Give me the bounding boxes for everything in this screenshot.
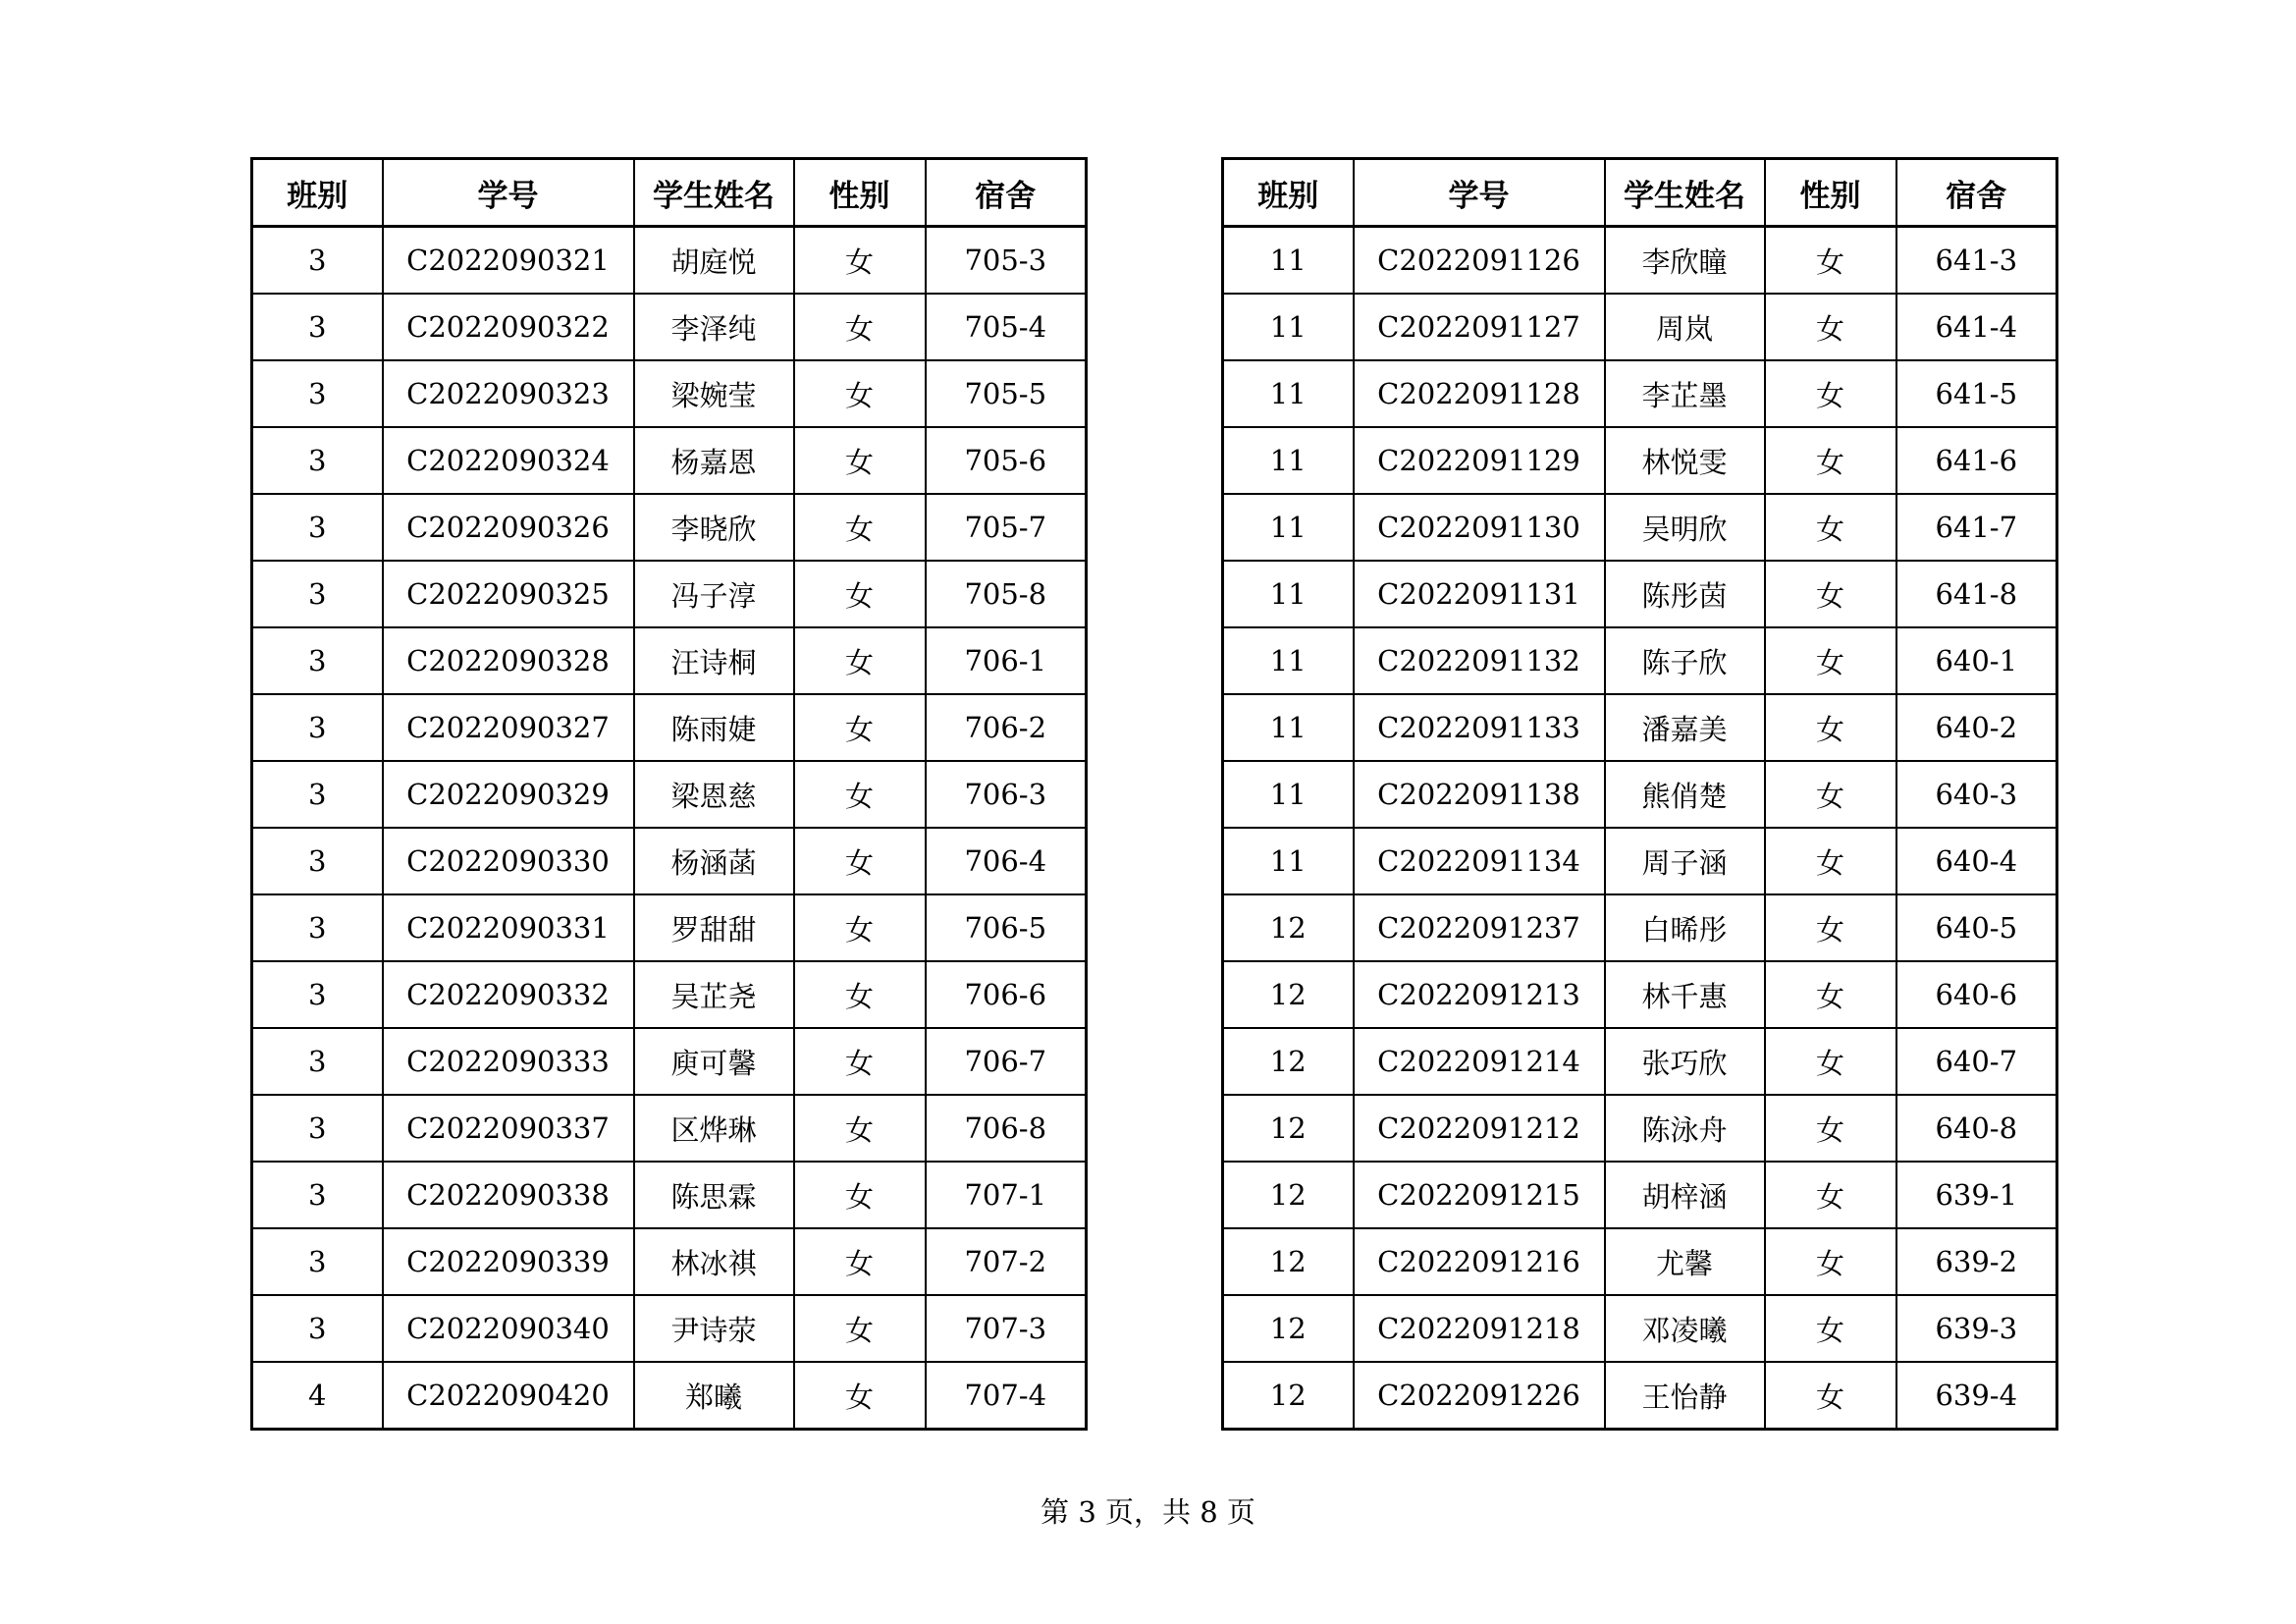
cell-gender: 女: [1765, 427, 1896, 494]
cell-class: 3: [252, 1295, 383, 1362]
table-row: [252, 828, 1087, 894]
cell-student-id: C2022090338: [383, 1162, 634, 1228]
cell-student-id: C2022091132: [1354, 627, 1605, 694]
cell-name: 杨涵菡: [634, 828, 794, 894]
cell-dorm: 640-5: [1896, 894, 2057, 961]
cell-class: 3: [252, 1228, 383, 1295]
cell-class: 3: [252, 961, 383, 1028]
cell-class: 4: [252, 1362, 383, 1430]
cell-name: 潘嘉美: [1605, 694, 1765, 761]
cell-student-id: C2022090326: [383, 494, 634, 561]
cell-class: 3: [252, 360, 383, 427]
cell-student-id: C2022090328: [383, 627, 634, 694]
roster-body-left: [252, 227, 1087, 1430]
cell-name: 吴明欣: [1605, 494, 1765, 561]
table-row: [1223, 1362, 2057, 1430]
cell-name: 李晓欣: [634, 494, 794, 561]
table-row: [1223, 294, 2057, 360]
cell-dorm: 706-1: [926, 627, 1087, 694]
cell-dorm: 706-4: [926, 828, 1087, 894]
table-row: [1223, 761, 2057, 828]
table-row: [1223, 1295, 2057, 1362]
table-row: [252, 1028, 1087, 1095]
cell-name: 王怡静: [1605, 1362, 1765, 1430]
table-row: [252, 694, 1087, 761]
cell-name: 陈子欣: [1605, 627, 1765, 694]
cell-gender: 女: [794, 427, 926, 494]
table-row: [252, 561, 1087, 627]
table-row: [1223, 1228, 2057, 1295]
cell-gender: 女: [1765, 294, 1896, 360]
cell-student-id: C2022091214: [1354, 1028, 1605, 1095]
cell-gender: 女: [794, 1028, 926, 1095]
cell-gender: 女: [794, 761, 926, 828]
cell-dorm: 640-8: [1896, 1095, 2057, 1162]
cell-dorm: 640-7: [1896, 1028, 2057, 1095]
cell-student-id: C2022090420: [383, 1362, 634, 1430]
header-name: 学生姓名: [1605, 159, 1765, 227]
cell-class: 11: [1223, 427, 1354, 494]
cell-student-id: C2022090339: [383, 1228, 634, 1295]
cell-gender: 女: [794, 1295, 926, 1362]
cell-gender: 女: [1765, 360, 1896, 427]
cell-class: 12: [1223, 894, 1354, 961]
table-row: [1223, 1095, 2057, 1162]
cell-student-id: C2022091216: [1354, 1228, 1605, 1295]
cell-gender: 女: [794, 1095, 926, 1162]
cell-dorm: 707-3: [926, 1295, 1087, 1362]
cell-dorm: 641-4: [1896, 294, 2057, 360]
cell-student-id: C2022090333: [383, 1028, 634, 1095]
header-student-id: 学号: [1354, 159, 1605, 227]
table-row: [252, 227, 1087, 295]
cell-name: 梁婉莹: [634, 360, 794, 427]
header-class: 班别: [1223, 159, 1354, 227]
cell-name: 冯子淳: [634, 561, 794, 627]
cell-student-id: C2022090324: [383, 427, 634, 494]
cell-dorm: 706-7: [926, 1028, 1087, 1095]
cell-class: 3: [252, 894, 383, 961]
table-row: [1223, 227, 2057, 295]
cell-name: 罗甜甜: [634, 894, 794, 961]
cell-student-id: C2022090331: [383, 894, 634, 961]
table-row: [1223, 694, 2057, 761]
cell-name: 林悦雯: [1605, 427, 1765, 494]
cell-gender: 女: [1765, 961, 1896, 1028]
cell-gender: 女: [1765, 1228, 1896, 1295]
cell-student-id: C2022091212: [1354, 1095, 1605, 1162]
cell-dorm: 707-1: [926, 1162, 1087, 1228]
cell-name: 尤馨: [1605, 1228, 1765, 1295]
cell-gender: 女: [794, 694, 926, 761]
cell-student-id: C2022091129: [1354, 427, 1605, 494]
cell-student-id: C2022091213: [1354, 961, 1605, 1028]
cell-dorm: 706-2: [926, 694, 1087, 761]
cell-class: 12: [1223, 1295, 1354, 1362]
cell-student-id: C2022091127: [1354, 294, 1605, 360]
cell-name: 郑曦: [634, 1362, 794, 1430]
cell-gender: 女: [1765, 1362, 1896, 1430]
cell-class: 12: [1223, 1162, 1354, 1228]
cell-dorm: 706-5: [926, 894, 1087, 961]
cell-class: 12: [1223, 1228, 1354, 1295]
cell-student-id: C2022091226: [1354, 1362, 1605, 1430]
page-number: 第 3 页，共 8 页: [1041, 1495, 1255, 1529]
cell-dorm: 641-5: [1896, 360, 2057, 427]
cell-dorm: 641-6: [1896, 427, 2057, 494]
cell-gender: 女: [1765, 828, 1896, 894]
cell-dorm: 641-8: [1896, 561, 2057, 627]
table-row: [252, 961, 1087, 1028]
cell-gender: 女: [1765, 1162, 1896, 1228]
cell-student-id: C2022090322: [383, 294, 634, 360]
cell-class: 11: [1223, 627, 1354, 694]
table-row: [1223, 828, 2057, 894]
cell-dorm: 640-1: [1896, 627, 2057, 694]
table-row: [252, 294, 1087, 360]
cell-student-id: C2022091237: [1354, 894, 1605, 961]
cell-dorm: 639-2: [1896, 1228, 2057, 1295]
cell-class: 3: [252, 1028, 383, 1095]
cell-student-id: C2022090323: [383, 360, 634, 427]
cell-name: 邓凌曦: [1605, 1295, 1765, 1362]
table-row: [1223, 1028, 2057, 1095]
table-row: [1223, 961, 2057, 1028]
cell-name: 白晞彤: [1605, 894, 1765, 961]
cell-student-id: C2022090330: [383, 828, 634, 894]
cell-gender: 女: [1765, 227, 1896, 295]
cell-class: 11: [1223, 294, 1354, 360]
roster-table-right: [1221, 157, 2058, 1431]
cell-gender: 女: [1765, 561, 1896, 627]
cell-class: 11: [1223, 761, 1354, 828]
cell-name: 张巧欣: [1605, 1028, 1765, 1095]
cell-name: 李芷墨: [1605, 360, 1765, 427]
cell-class: 3: [252, 1095, 383, 1162]
table-row: [252, 627, 1087, 694]
cell-gender: 女: [794, 227, 926, 295]
cell-name: 李欣瞳: [1605, 227, 1765, 295]
cell-gender: 女: [794, 1162, 926, 1228]
cell-student-id: C2022090337: [383, 1095, 634, 1162]
table-row: [252, 1162, 1087, 1228]
cell-class: 11: [1223, 694, 1354, 761]
cell-gender: 女: [794, 627, 926, 694]
table-row: [252, 1362, 1087, 1430]
table-row: [252, 427, 1087, 494]
cell-gender: 女: [1765, 1295, 1896, 1362]
header-row: [252, 159, 1087, 227]
cell-gender: 女: [1765, 694, 1896, 761]
cell-student-id: C2022090340: [383, 1295, 634, 1362]
cell-gender: 女: [794, 561, 926, 627]
cell-class: 3: [252, 227, 383, 295]
cell-dorm: 705-6: [926, 427, 1087, 494]
cell-dorm: 705-4: [926, 294, 1087, 360]
cell-name: 李泽纯: [634, 294, 794, 360]
cell-gender: 女: [794, 1228, 926, 1295]
cell-class: 3: [252, 828, 383, 894]
cell-dorm: 640-4: [1896, 828, 2057, 894]
cell-name: 陈彤茵: [1605, 561, 1765, 627]
cell-class: 11: [1223, 360, 1354, 427]
header-student-id: 学号: [383, 159, 634, 227]
cell-gender: 女: [1765, 761, 1896, 828]
cell-name: 陈思霖: [634, 1162, 794, 1228]
cell-student-id: C2022091218: [1354, 1295, 1605, 1362]
cell-student-id: C2022091215: [1354, 1162, 1605, 1228]
cell-class: 11: [1223, 494, 1354, 561]
roster-body-right: [1223, 227, 2057, 1430]
cell-class: 12: [1223, 1028, 1354, 1095]
cell-dorm: 639-3: [1896, 1295, 2057, 1362]
cell-dorm: 707-4: [926, 1362, 1087, 1430]
cell-name: 杨嘉恩: [634, 427, 794, 494]
cell-class: 12: [1223, 961, 1354, 1028]
header-dorm: 宿舍: [1896, 159, 2057, 227]
table-row: [1223, 894, 2057, 961]
cell-dorm: 640-2: [1896, 694, 2057, 761]
cell-name: 陈泳舟: [1605, 1095, 1765, 1162]
cell-class: 11: [1223, 227, 1354, 295]
cell-class: 3: [252, 427, 383, 494]
cell-dorm: 705-7: [926, 494, 1087, 561]
cell-name: 周子涵: [1605, 828, 1765, 894]
cell-name: 熊俏楚: [1605, 761, 1765, 828]
cell-student-id: C2022090327: [383, 694, 634, 761]
cell-gender: 女: [1765, 1095, 1896, 1162]
cell-student-id: C2022090329: [383, 761, 634, 828]
cell-class: 11: [1223, 828, 1354, 894]
cell-gender: 女: [794, 1362, 926, 1430]
cell-student-id: C2022091130: [1354, 494, 1605, 561]
cell-gender: 女: [794, 828, 926, 894]
table-row: [1223, 1162, 2057, 1228]
cell-gender: 女: [794, 360, 926, 427]
cell-class: 3: [252, 627, 383, 694]
cell-gender: 女: [1765, 894, 1896, 961]
cell-gender: 女: [1765, 627, 1896, 694]
table-row: [252, 1095, 1087, 1162]
cell-class: 3: [252, 294, 383, 360]
cell-student-id: C2022091133: [1354, 694, 1605, 761]
cell-name: 庾可馨: [634, 1028, 794, 1095]
cell-class: 12: [1223, 1362, 1354, 1430]
cell-name: 林千惠: [1605, 961, 1765, 1028]
cell-student-id: C2022090325: [383, 561, 634, 627]
cell-student-id: C2022090321: [383, 227, 634, 295]
cell-gender: 女: [794, 294, 926, 360]
table-row: [252, 894, 1087, 961]
cell-student-id: C2022091131: [1354, 561, 1605, 627]
cell-name: 林冰祺: [634, 1228, 794, 1295]
cell-name: 区烨琳: [634, 1095, 794, 1162]
cell-class: 3: [252, 761, 383, 828]
header-class: 班别: [252, 159, 383, 227]
table-row: [1223, 360, 2057, 427]
cell-dorm: 707-2: [926, 1228, 1087, 1295]
cell-class: 12: [1223, 1095, 1354, 1162]
cell-class: 3: [252, 1162, 383, 1228]
cell-class: 3: [252, 494, 383, 561]
cell-dorm: 706-3: [926, 761, 1087, 828]
table-row: [252, 1228, 1087, 1295]
cell-name: 陈雨婕: [634, 694, 794, 761]
cell-name: 胡庭悦: [634, 227, 794, 295]
cell-dorm: 706-8: [926, 1095, 1087, 1162]
cell-student-id: C2022091138: [1354, 761, 1605, 828]
cell-gender: 女: [794, 494, 926, 561]
cell-gender: 女: [794, 894, 926, 961]
cell-dorm: 640-3: [1896, 761, 2057, 828]
cell-gender: 女: [1765, 494, 1896, 561]
cell-dorm: 705-8: [926, 561, 1087, 627]
header-gender: 性别: [794, 159, 926, 227]
table-row: [252, 360, 1087, 427]
table-row: [252, 1295, 1087, 1362]
cell-dorm: 640-6: [1896, 961, 2057, 1028]
cell-student-id: C2022091128: [1354, 360, 1605, 427]
cell-name: 梁恩慈: [634, 761, 794, 828]
header-name: 学生姓名: [634, 159, 794, 227]
header-gender: 性别: [1765, 159, 1896, 227]
cell-class: 3: [252, 694, 383, 761]
cell-student-id: C2022091126: [1354, 227, 1605, 295]
table-row: [252, 494, 1087, 561]
cell-name: 吴芷尧: [634, 961, 794, 1028]
cell-dorm: 705-5: [926, 360, 1087, 427]
cell-dorm: 641-7: [1896, 494, 2057, 561]
table-row: [1223, 627, 2057, 694]
table-row: [252, 761, 1087, 828]
cell-dorm: 706-6: [926, 961, 1087, 1028]
table-row: [1223, 427, 2057, 494]
header-row: [1223, 159, 2057, 227]
cell-dorm: 639-4: [1896, 1362, 2057, 1430]
table-row: [1223, 494, 2057, 561]
cell-dorm: 641-3: [1896, 227, 2057, 295]
cell-student-id: C2022091134: [1354, 828, 1605, 894]
cell-class: 11: [1223, 561, 1354, 627]
cell-gender: 女: [794, 961, 926, 1028]
cell-name: 尹诗荥: [634, 1295, 794, 1362]
cell-dorm: 705-3: [926, 227, 1087, 295]
cell-name: 汪诗桐: [634, 627, 794, 694]
cell-name: 胡梓涵: [1605, 1162, 1765, 1228]
cell-student-id: C2022090332: [383, 961, 634, 1028]
cell-class: 3: [252, 561, 383, 627]
cell-gender: 女: [1765, 1028, 1896, 1095]
header-dorm: 宿舍: [926, 159, 1087, 227]
cell-name: 周岚: [1605, 294, 1765, 360]
cell-dorm: 639-1: [1896, 1162, 2057, 1228]
table-row: [1223, 561, 2057, 627]
roster-table-left: [250, 157, 1088, 1431]
